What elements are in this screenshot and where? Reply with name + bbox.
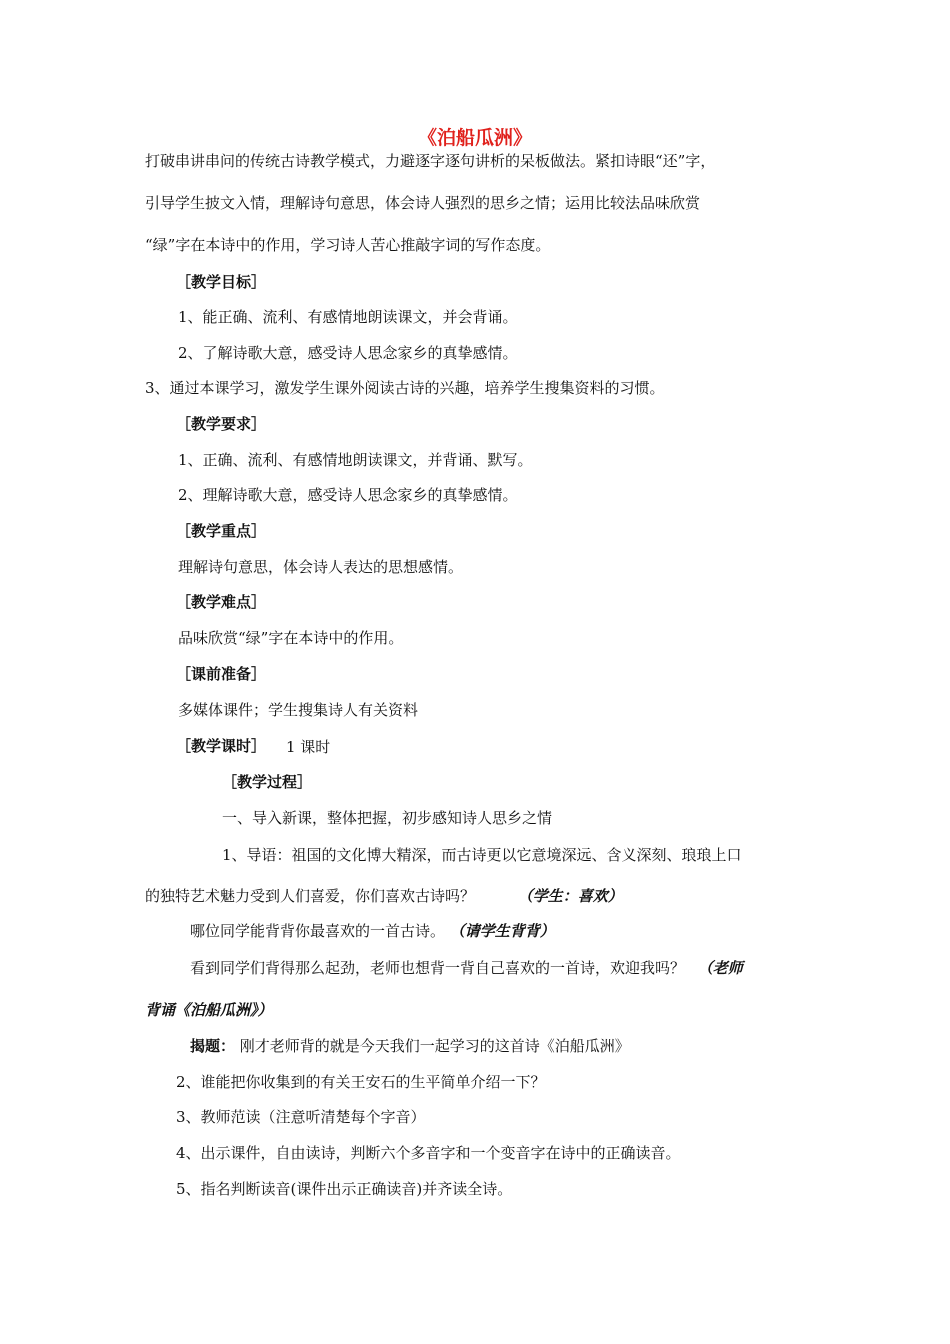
process-step-1-line-1: 1、导语：祖国的文化博大精深，而古诗更以它意境深远、含义深刻、琅琅上口 (222, 846, 742, 864)
preparation-heading: ［课前准备］ (176, 665, 267, 683)
reveal-line (190, 1036, 630, 1056)
difficulty-heading: ［教学难点］ (176, 593, 267, 611)
recite-b-text: 看到同学们背得那么起劲，老师也想背一背自己喜欢的一首诗，欢迎我吗？ (190, 959, 686, 977)
recite-line-a (190, 921, 555, 941)
requirement-item: 2、理解诗歌大意，感受诗人思念家乡的真挚感情。 (178, 486, 518, 504)
intro-line-1: 打破串讲串问的传统古诗教学模式，力避逐字逐句讲析的呆板做法。紧扣诗眼“还”字， (145, 152, 716, 170)
recite-b-note-2: 背诵《泊船瓜洲》） (145, 1001, 273, 1019)
difficulty-text: 品味欣赏“绿”字在本诗中的作用。 (178, 629, 404, 647)
goals-heading: ［教学目标］ (176, 273, 267, 291)
process-step-1-line-2 (145, 886, 623, 906)
preparation-text: 多媒体课件；学生搜集诗人有关资料 (178, 701, 419, 719)
hours-heading: ［教学课时］ (176, 737, 267, 755)
process-step: 2、谁能把你收集到的有关王安石的生平简单介绍一下？ (176, 1073, 546, 1091)
requirement-item: 1、正确、流利、有感情地朗读课文，并背诵、默写。 (178, 451, 533, 469)
recite-line-b (190, 958, 743, 978)
student-response-note: （学生：喜欢） (517, 887, 623, 905)
goal-item: 1、能正确、流利、有感情地朗读课文，并会背诵。 (178, 308, 518, 326)
process-step: 5、指名判断读音(课件出示正确读音)并齐读全诗。 (176, 1180, 513, 1198)
intro-line-2: 引导学生披文入情，理解诗句意思，体会诗人强烈的思乡之情；运用比较法品味欣赏 (145, 194, 701, 212)
reveal-label: 揭题： (190, 1037, 236, 1055)
document-title: 《泊船瓜洲》 (417, 127, 532, 149)
reveal-text: 刚才老师背的就是今天我们一起学习的这首诗《泊船瓜洲》 (239, 1037, 630, 1055)
recite-a-note: （请学生背背） (449, 922, 555, 940)
process-step-1-text: 的独特艺术魅力受到人们喜爱，你们喜欢古诗吗？ (145, 887, 476, 905)
recite-b-note-1: （老师 (697, 959, 743, 977)
goal-item: 2、了解诗歌大意，感受诗人思念家乡的真挚感情。 (178, 344, 518, 362)
intro-line-3: “绿”字在本诗中的作用，学习诗人苦心推敲字词的写作态度。 (145, 236, 551, 254)
goal-item: 3、通过本课学习，激发学生课外阅读古诗的兴趣，培养学生搜集资料的习惯。 (145, 379, 665, 397)
process-heading: ［教学过程］ (222, 773, 313, 791)
recite-a-text: 哪位同学能背背你最喜欢的一首古诗。 (190, 922, 446, 940)
key-point-heading: ［教学重点］ (176, 522, 267, 540)
process-step: 4、出示课件，自由读诗，判断六个多音字和一个变音字在诗中的正确读音。 (176, 1144, 681, 1162)
hours-text: 1 课时 (286, 738, 331, 756)
key-point-text: 理解诗句意思，体会诗人表达的思想感情。 (178, 558, 464, 576)
process-step: 3、教师范读（注意听清楚每个字音） (176, 1108, 426, 1126)
requirements-heading: ［教学要求］ (176, 415, 267, 433)
process-part-1: 一、导入新课，整体把握，初步感知诗人思乡之情 (222, 809, 553, 827)
